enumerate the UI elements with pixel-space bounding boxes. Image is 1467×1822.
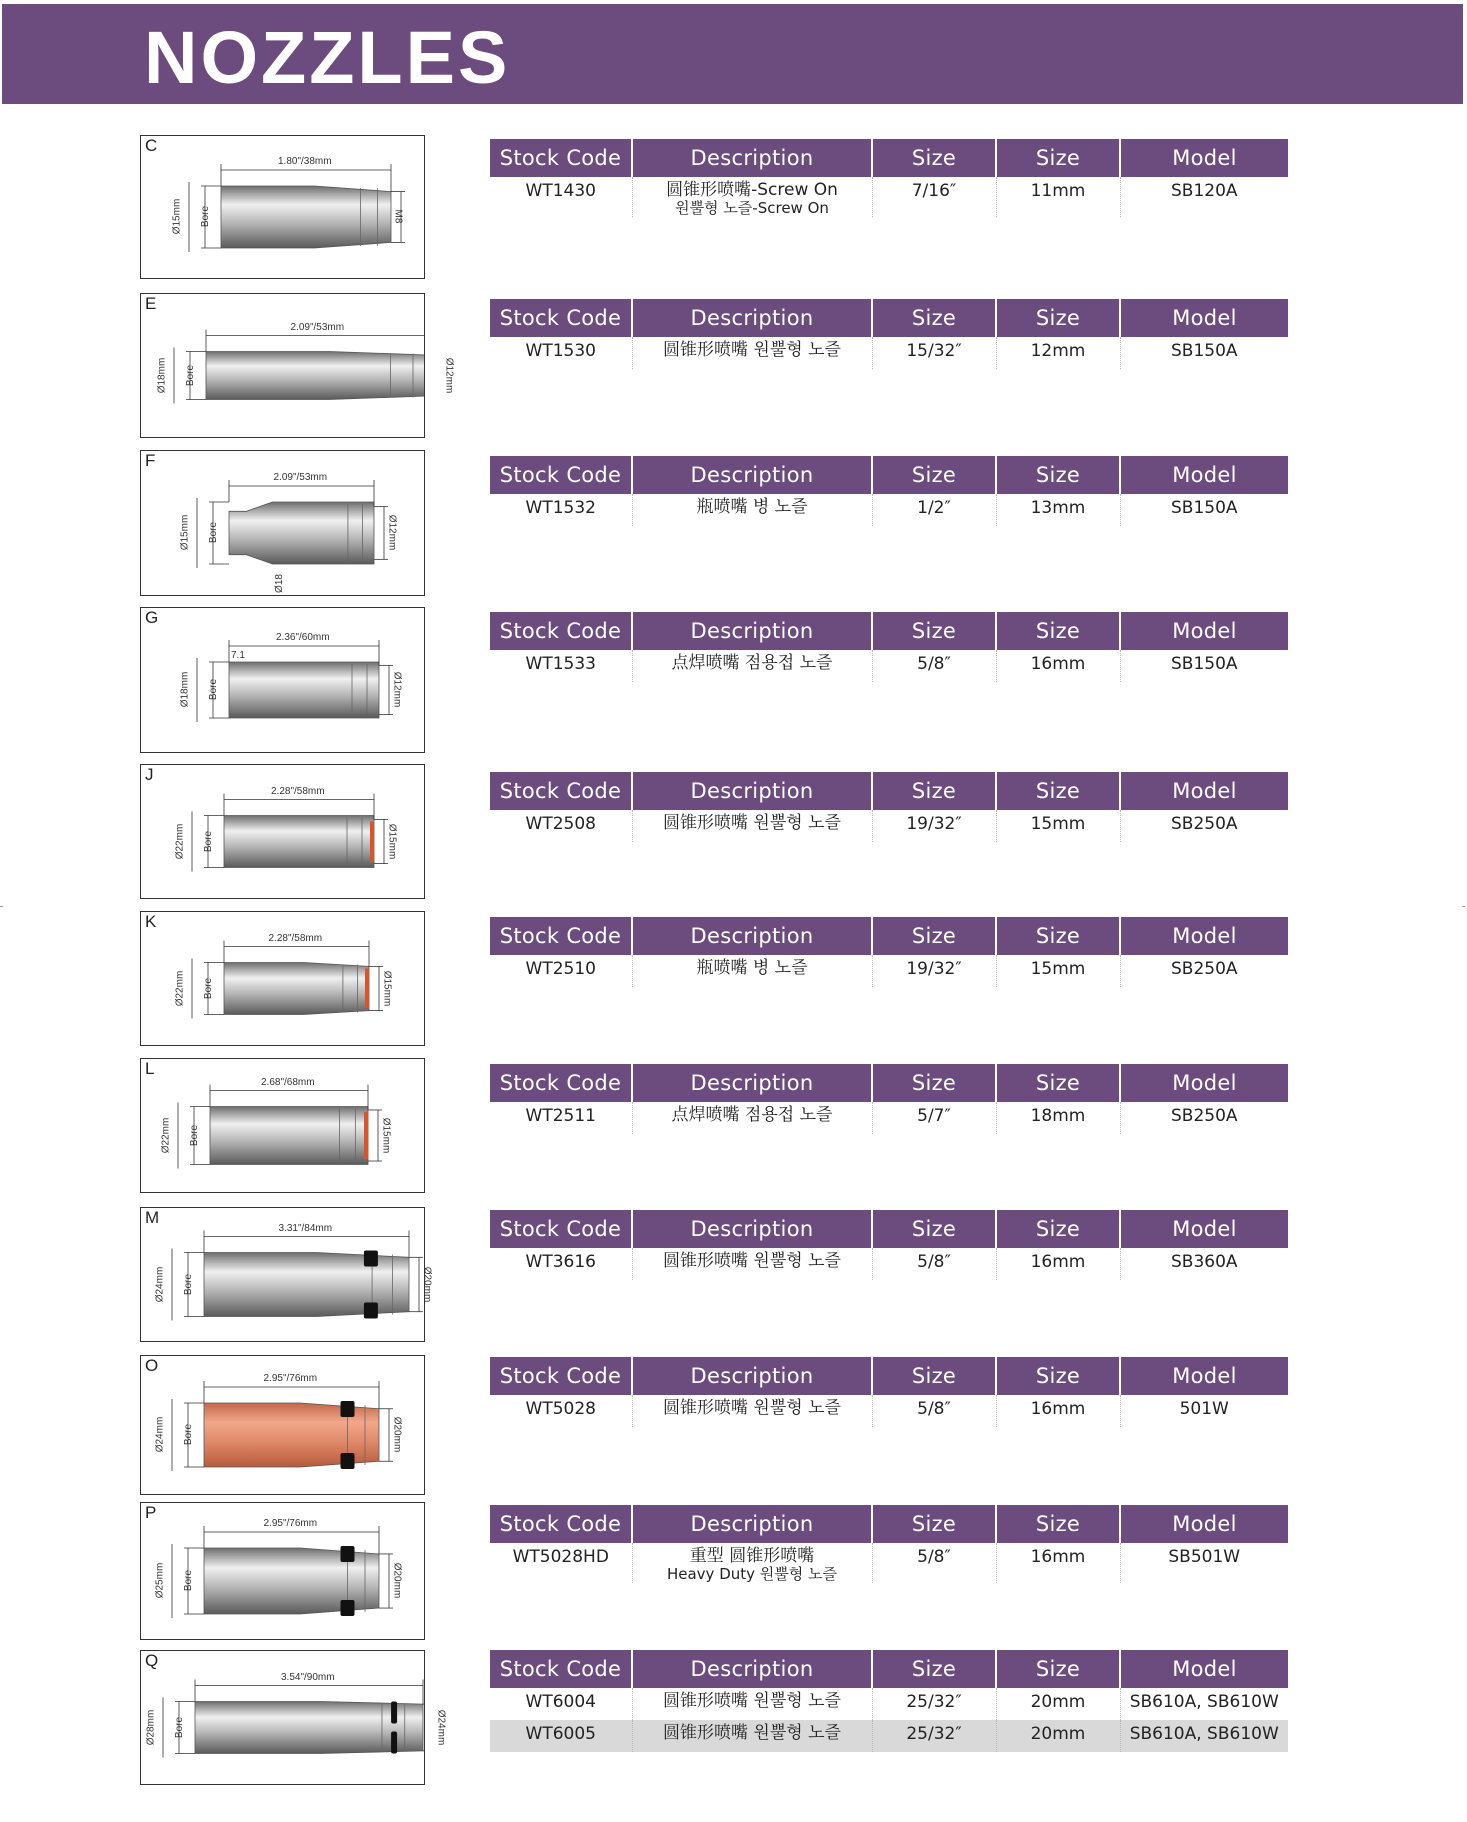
model-cell: SB250A bbox=[1120, 955, 1288, 987]
diagram-letter: E bbox=[145, 294, 157, 313]
size-inch-cell: 5/8″ bbox=[872, 650, 996, 682]
stock-code-cell: WT6004 bbox=[525, 1692, 596, 1712]
nozzle-diagram bbox=[140, 1355, 425, 1495]
header-model: Model bbox=[1120, 1357, 1288, 1395]
description-cell bbox=[632, 810, 872, 842]
description-line: 圆锥形喷嘴 원뿔형 노즐 bbox=[663, 1251, 841, 1271]
stock-code-cell: WT3616 bbox=[525, 1252, 596, 1272]
header-size-inch: Size bbox=[872, 1650, 996, 1688]
header-description: Description bbox=[632, 456, 872, 494]
tip-diameter-label: Ø20mm bbox=[421, 1266, 433, 1302]
nozzle-diagram bbox=[140, 135, 425, 279]
tip-diameter-label: M8 bbox=[392, 209, 404, 224]
outer-diameter-label: Ø15mm bbox=[179, 514, 191, 551]
nozzle-body bbox=[206, 352, 424, 400]
header-model: Model bbox=[1120, 456, 1288, 494]
nozzle-diagram bbox=[140, 1058, 425, 1193]
nozzle-diagram bbox=[140, 764, 425, 899]
description-cell bbox=[632, 1688, 872, 1720]
header-description: Description bbox=[632, 1210, 872, 1248]
header-model: Model bbox=[1120, 1064, 1288, 1102]
header-stock-code: Stock Code bbox=[490, 299, 632, 337]
size-inch-cell: 19/32″ bbox=[872, 955, 996, 987]
model-cell: SB150A bbox=[1120, 650, 1288, 682]
model-cell: SB501W bbox=[1120, 1543, 1288, 1583]
size-inch-cell: 5/8″ bbox=[872, 1543, 996, 1583]
secondary-dimension: 7.1 bbox=[231, 650, 245, 661]
nozzle-body bbox=[221, 186, 391, 248]
spec-table bbox=[490, 612, 1288, 682]
description-line-secondary: Heavy Duty 원뿔형 노즐 bbox=[666, 1565, 838, 1583]
description-cell bbox=[632, 177, 872, 217]
size-mm-cell: 16mm bbox=[996, 1543, 1120, 1583]
table-row bbox=[490, 1543, 1288, 1583]
model-cell: SB610A, SB610W bbox=[1120, 1720, 1288, 1752]
header-size-mm: Size bbox=[996, 1064, 1120, 1102]
size-inch-cell: 1/2″ bbox=[872, 494, 996, 526]
header-size-mm: Size bbox=[996, 456, 1120, 494]
description-cell bbox=[632, 1102, 872, 1134]
table-row bbox=[490, 177, 1288, 217]
header-size-mm: Size bbox=[996, 1650, 1120, 1688]
spec-table bbox=[490, 1357, 1288, 1427]
header-size-mm: Size bbox=[996, 1210, 1120, 1248]
size-mm-cell: 15mm bbox=[996, 810, 1120, 842]
diagram-letter: M bbox=[145, 1208, 160, 1227]
bore-label: Bore bbox=[208, 521, 220, 544]
diagram-letter: K bbox=[145, 912, 157, 931]
diagram-letter: C bbox=[145, 136, 158, 155]
nozzle-body bbox=[204, 1253, 409, 1317]
header-stock-code: Stock Code bbox=[490, 139, 632, 177]
header-stock-code: Stock Code bbox=[490, 456, 632, 494]
header-stock-code: Stock Code bbox=[490, 1210, 632, 1248]
description-line: 重型 圆锥形喷嘴 bbox=[689, 1546, 815, 1566]
header-stock-code: Stock Code bbox=[490, 1505, 632, 1543]
header-description: Description bbox=[632, 772, 872, 810]
header-model: Model bbox=[1120, 612, 1288, 650]
tip-diameter-label: Ø20mm bbox=[391, 1562, 403, 1599]
bore-label: Bore bbox=[183, 1569, 195, 1592]
length-dimension: 3.54"/90mm bbox=[281, 1671, 335, 1683]
header-size-mm: Size bbox=[996, 139, 1120, 177]
table-row bbox=[490, 1248, 1288, 1280]
header-size-mm: Size bbox=[996, 299, 1120, 337]
header-description: Description bbox=[632, 139, 872, 177]
outer-diameter-label: Ø22mm bbox=[174, 970, 186, 1006]
page-title: NOZZLES bbox=[144, 16, 511, 99]
header-description: Description bbox=[632, 1064, 872, 1102]
header-model: Model bbox=[1120, 1505, 1288, 1543]
size-mm-cell: 15mm bbox=[996, 955, 1120, 987]
model-cell: SB610A, SB610W bbox=[1120, 1688, 1288, 1720]
bore-label: Bore bbox=[174, 1716, 186, 1738]
description-line: 圆锥形喷嘴 원뿔형 노즐 bbox=[663, 1398, 841, 1418]
header-description: Description bbox=[632, 299, 872, 337]
tip-diameter-label: Ø15mm bbox=[380, 1117, 392, 1153]
stock-code-cell: WT6005 bbox=[490, 1720, 632, 1752]
diagram-letter: Q bbox=[145, 1651, 159, 1670]
stock-code-cell: WT1530 bbox=[525, 341, 596, 361]
description-cell bbox=[632, 1395, 872, 1427]
table-row bbox=[490, 650, 1288, 682]
length-dimension: 2.95"/76mm bbox=[263, 1373, 318, 1384]
header-size-inch: Size bbox=[872, 772, 996, 810]
title-banner bbox=[2, 4, 1463, 104]
stock-code-cell: WT1532 bbox=[525, 498, 596, 518]
header-stock-code: Stock Code bbox=[490, 1064, 632, 1102]
bore-label: Bore bbox=[183, 1273, 195, 1295]
secondary-dimension: Ø18 bbox=[273, 574, 285, 593]
nozzle-diagram bbox=[140, 607, 425, 753]
diagram-letter: P bbox=[145, 1503, 157, 1522]
nozzle-body bbox=[229, 662, 379, 718]
description-cell bbox=[632, 337, 872, 369]
outer-diameter-label: Ø22mm bbox=[174, 823, 186, 859]
description-cell bbox=[632, 1248, 872, 1280]
model-cell: SB120A bbox=[1120, 177, 1288, 217]
stock-code-cell: WT2510 bbox=[525, 959, 596, 979]
model-cell: SB150A bbox=[1120, 337, 1288, 369]
header-size-inch: Size bbox=[872, 1210, 996, 1248]
diagram-letter: L bbox=[145, 1059, 155, 1078]
length-dimension: 2.09"/53mm bbox=[290, 321, 345, 333]
spec-table bbox=[490, 139, 1288, 217]
header-stock-code: Stock Code bbox=[490, 917, 632, 955]
size-mm-cell: 13mm bbox=[996, 494, 1120, 526]
header-stock-code: Stock Code bbox=[490, 1357, 632, 1395]
outer-diameter-label: Ø22mm bbox=[160, 1117, 172, 1153]
header-description: Description bbox=[632, 1357, 872, 1395]
model-cell: SB250A bbox=[1120, 1102, 1288, 1134]
outer-diameter-label: Ø24mm bbox=[154, 1266, 166, 1302]
nozzle-body bbox=[210, 1107, 368, 1165]
bore-label: Bore bbox=[185, 364, 197, 386]
outer-diameter-label: Ø18mm bbox=[179, 671, 191, 708]
size-mm-cell: 12mm bbox=[996, 337, 1120, 369]
size-mm-cell: 20mm bbox=[996, 1688, 1120, 1720]
spec-table bbox=[490, 1650, 1288, 1752]
description-line-secondary: 원뿔형 노즐-Screw On bbox=[675, 199, 829, 217]
header-size-inch: Size bbox=[872, 139, 996, 177]
table-row bbox=[490, 337, 1288, 369]
bore-label: Bore bbox=[200, 205, 212, 228]
bore-label: Bore bbox=[208, 678, 220, 701]
header-description: Description bbox=[632, 1505, 872, 1543]
header-size-inch: Size bbox=[872, 1357, 996, 1395]
description-line: 圆锥形喷嘴 원뿔형 노즐 bbox=[663, 1723, 841, 1743]
description-line: 圆锥形喷嘴-Screw On bbox=[666, 180, 838, 200]
spec-table bbox=[490, 1210, 1288, 1280]
header-size-inch: Size bbox=[872, 456, 996, 494]
description-cell bbox=[632, 955, 872, 987]
size-inch-cell: 5/7″ bbox=[872, 1102, 996, 1134]
table-row bbox=[490, 1395, 1288, 1427]
header-size-mm: Size bbox=[996, 612, 1120, 650]
outer-diameter-label: Ø18mm bbox=[156, 357, 168, 393]
length-dimension: 2.28"/58mm bbox=[271, 785, 325, 797]
stock-code-cell: WT2508 bbox=[525, 814, 596, 834]
header-model: Model bbox=[1120, 1650, 1288, 1688]
spec-table bbox=[490, 456, 1288, 526]
spec-table bbox=[490, 1505, 1288, 1583]
size-inch-cell: 25/32″ bbox=[872, 1688, 996, 1720]
diagram-letter: J bbox=[145, 765, 154, 784]
nozzle-drawing bbox=[141, 294, 424, 437]
header-size-inch: Size bbox=[872, 299, 996, 337]
size-inch-cell: 19/32″ bbox=[872, 810, 996, 842]
table-row bbox=[490, 810, 1288, 842]
length-dimension: 2.95"/76mm bbox=[263, 1518, 318, 1529]
model-cell: SB250A bbox=[1120, 810, 1288, 842]
diagram-letter: O bbox=[145, 1356, 159, 1375]
tip-diameter-label: Ø12mm bbox=[443, 357, 455, 393]
header-model: Model bbox=[1120, 917, 1288, 955]
nozzle-diagram bbox=[140, 1650, 447, 1785]
description-cell bbox=[632, 1543, 872, 1583]
header-model: Model bbox=[1120, 772, 1288, 810]
nozzle-diagram bbox=[140, 293, 455, 438]
bore-label: Bore bbox=[189, 1124, 201, 1146]
description-line: 点焊喷嘴 점용접 노즐 bbox=[671, 653, 833, 673]
stock-code-cell: WT1430 bbox=[525, 181, 596, 201]
table-row bbox=[490, 1688, 1288, 1720]
description-cell bbox=[632, 650, 872, 682]
size-inch-cell: 5/8″ bbox=[872, 1395, 996, 1427]
size-inch-cell: 5/8″ bbox=[872, 1248, 996, 1280]
header-size-mm: Size bbox=[996, 917, 1120, 955]
tip-diameter-label: Ø12mm bbox=[391, 671, 403, 708]
stock-code-cell: WT2511 bbox=[525, 1106, 596, 1126]
table-row bbox=[490, 1720, 1288, 1752]
nozzle-body bbox=[195, 1702, 423, 1754]
header-stock-code: Stock Code bbox=[490, 612, 632, 650]
tip-diameter-label: Ø15mm bbox=[386, 823, 398, 859]
table-row bbox=[490, 1102, 1288, 1134]
nozzle-diagram bbox=[140, 911, 425, 1046]
nozzle-diagram bbox=[140, 1502, 425, 1640]
spec-table bbox=[490, 917, 1288, 987]
diagram-letter: F bbox=[145, 451, 156, 470]
spec-table bbox=[490, 1064, 1288, 1134]
length-dimension: 2.36"/60mm bbox=[276, 632, 330, 643]
description-line: 点焊喷嘴 점용접 노즐 bbox=[671, 1105, 833, 1125]
stock-code-cell: WT1533 bbox=[525, 654, 596, 674]
outer-diameter-label: Ø25mm bbox=[154, 1562, 166, 1599]
size-mm-cell: 16mm bbox=[996, 1395, 1120, 1427]
description-line: 圆锥形喷嘴 원뿔형 노즐 bbox=[663, 813, 841, 833]
header-size-inch: Size bbox=[872, 917, 996, 955]
stock-code-cell: WT5028HD bbox=[512, 1547, 609, 1567]
tip-diameter-label: Ø20mm bbox=[391, 1416, 403, 1453]
header-size-mm: Size bbox=[996, 1357, 1120, 1395]
size-inch-cell: 15/32″ bbox=[872, 337, 996, 369]
bore-label: Bore bbox=[203, 830, 215, 852]
nozzle-body bbox=[229, 502, 374, 564]
tip-diameter-label: Ø12mm bbox=[386, 514, 398, 551]
header-description: Description bbox=[632, 917, 872, 955]
model-cell: SB150A bbox=[1120, 494, 1288, 526]
length-dimension: 2.09"/53mm bbox=[273, 472, 328, 483]
header-size-inch: Size bbox=[872, 1064, 996, 1102]
crop-mark-right bbox=[1462, 906, 1465, 907]
diagram-letter: G bbox=[145, 608, 159, 627]
tip-diameter-label: Ø15mm bbox=[381, 970, 393, 1006]
header-description: Description bbox=[632, 612, 872, 650]
header-size-mm: Size bbox=[996, 772, 1120, 810]
outer-diameter-label: Ø24mm bbox=[154, 1416, 166, 1453]
crop-mark-left bbox=[0, 906, 3, 907]
size-mm-cell: 16mm bbox=[996, 650, 1120, 682]
header-size-inch: Size bbox=[872, 1505, 996, 1543]
outer-diameter-label: Ø15mm bbox=[171, 198, 183, 235]
header-model: Model bbox=[1120, 299, 1288, 337]
nozzle-body bbox=[224, 963, 369, 1015]
nozzle-diagram bbox=[140, 1207, 433, 1342]
header-size-mm: Size bbox=[996, 1505, 1120, 1543]
length-dimension: 1.80"/38mm bbox=[278, 156, 332, 167]
tip-diameter-label: Ø24mm bbox=[435, 1709, 447, 1745]
header-size-inch: Size bbox=[872, 612, 996, 650]
stock-code-cell: WT5028 bbox=[525, 1399, 596, 1419]
description-line: 圆锥形喷嘴 원뿔형 노즐 bbox=[663, 340, 841, 360]
header-stock-code: Stock Code bbox=[490, 772, 632, 810]
header-model: Model bbox=[1120, 1210, 1288, 1248]
description-line: 瓶喷嘴 병 노즐 bbox=[696, 497, 808, 517]
table-row bbox=[490, 494, 1288, 526]
header-description: Description bbox=[632, 1650, 872, 1688]
length-dimension: 2.28"/58mm bbox=[268, 932, 323, 944]
header-stock-code: Stock Code bbox=[490, 1650, 632, 1688]
spec-table bbox=[490, 299, 1288, 369]
size-inch-cell: 25/32″ bbox=[872, 1720, 996, 1752]
bore-label: Bore bbox=[203, 977, 215, 999]
size-mm-cell: 20mm bbox=[996, 1720, 1120, 1752]
description-cell bbox=[632, 1720, 872, 1752]
length-dimension: 3.31"/84mm bbox=[278, 1222, 333, 1234]
model-cell: 501W bbox=[1120, 1395, 1288, 1427]
spec-table bbox=[490, 772, 1288, 842]
header-model: Model bbox=[1120, 139, 1288, 177]
size-inch-cell: 7/16″ bbox=[872, 177, 996, 217]
nozzle-diagram bbox=[140, 450, 425, 596]
model-cell: SB360A bbox=[1120, 1248, 1288, 1280]
description-line: 圆锥形喷嘴 원뿔형 노즐 bbox=[663, 1691, 841, 1711]
description-cell bbox=[632, 494, 872, 526]
length-dimension: 2.68"/68mm bbox=[261, 1076, 315, 1088]
table-row bbox=[490, 955, 1288, 987]
size-mm-cell: 18mm bbox=[996, 1102, 1120, 1134]
nozzle-body bbox=[224, 816, 374, 868]
description-line: 瓶喷嘴 병 노즐 bbox=[696, 958, 808, 978]
outer-diameter-label: Ø28mm bbox=[145, 1709, 157, 1745]
size-mm-cell: 16mm bbox=[996, 1248, 1120, 1280]
size-mm-cell: 11mm bbox=[996, 177, 1120, 217]
bore-label: Bore bbox=[183, 1423, 195, 1446]
